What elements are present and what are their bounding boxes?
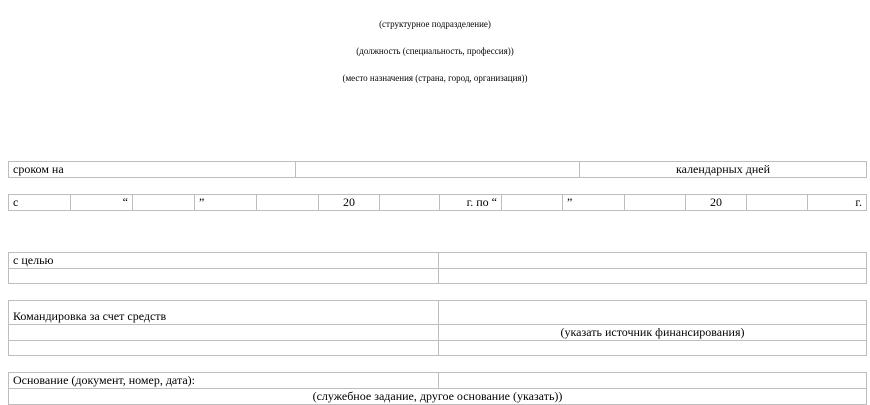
date-year-to-field[interactable] xyxy=(747,195,808,211)
funding-extra-field-left[interactable] xyxy=(9,341,439,356)
position-caption: (должность (специальность, профессия)) xyxy=(356,46,514,56)
funding-block xyxy=(8,300,867,356)
funding-note: (указать источник финансирования) xyxy=(439,325,867,341)
funding-source-field[interactable] xyxy=(439,301,867,325)
date-year-from-field[interactable] xyxy=(380,195,440,211)
funding-note-left xyxy=(9,325,439,341)
date-day-from-field[interactable] xyxy=(133,195,195,211)
basis-label: Основание (документ, номер, дата): xyxy=(9,373,439,389)
term-unit: календарных дней xyxy=(580,162,867,178)
purpose-block xyxy=(8,252,867,284)
date-month-from-field[interactable] xyxy=(257,195,319,211)
date-from-label: с xyxy=(9,195,71,211)
purpose-field[interactable] xyxy=(439,253,867,269)
destination-caption: (место назначения (страна, город, организация)) xyxy=(342,73,528,83)
basis-field[interactable] xyxy=(439,373,867,389)
purpose-extra-field-left[interactable] xyxy=(9,269,439,284)
basis-block xyxy=(8,372,867,405)
term-label: сроком на xyxy=(9,162,296,178)
date-to-label: г. по “ xyxy=(440,195,502,211)
funding-extra-field-right[interactable] xyxy=(439,341,867,356)
date-year-prefix-1: 20 xyxy=(319,195,380,211)
purpose-extra-field-right[interactable] xyxy=(439,269,867,284)
term-row xyxy=(8,161,867,178)
date-close-quote-2: ” xyxy=(563,195,625,211)
subdivision-caption: (структурное подразделение) xyxy=(379,19,491,29)
purpose-label: с целью xyxy=(9,253,439,269)
date-year-suffix: г. xyxy=(808,195,867,211)
basis-note: (служебное задание, другое основание (указать)) xyxy=(9,389,867,405)
date-close-quote-1: ” xyxy=(195,195,257,211)
dates-row xyxy=(8,194,867,211)
date-month-to-field[interactable] xyxy=(625,195,686,211)
date-open-quote-1: “ xyxy=(71,195,133,211)
date-day-to-field[interactable] xyxy=(502,195,563,211)
funding-label: Командировка за счет средств xyxy=(9,301,439,325)
date-year-prefix-2: 20 xyxy=(686,195,747,211)
term-value-field[interactable] xyxy=(296,162,580,178)
